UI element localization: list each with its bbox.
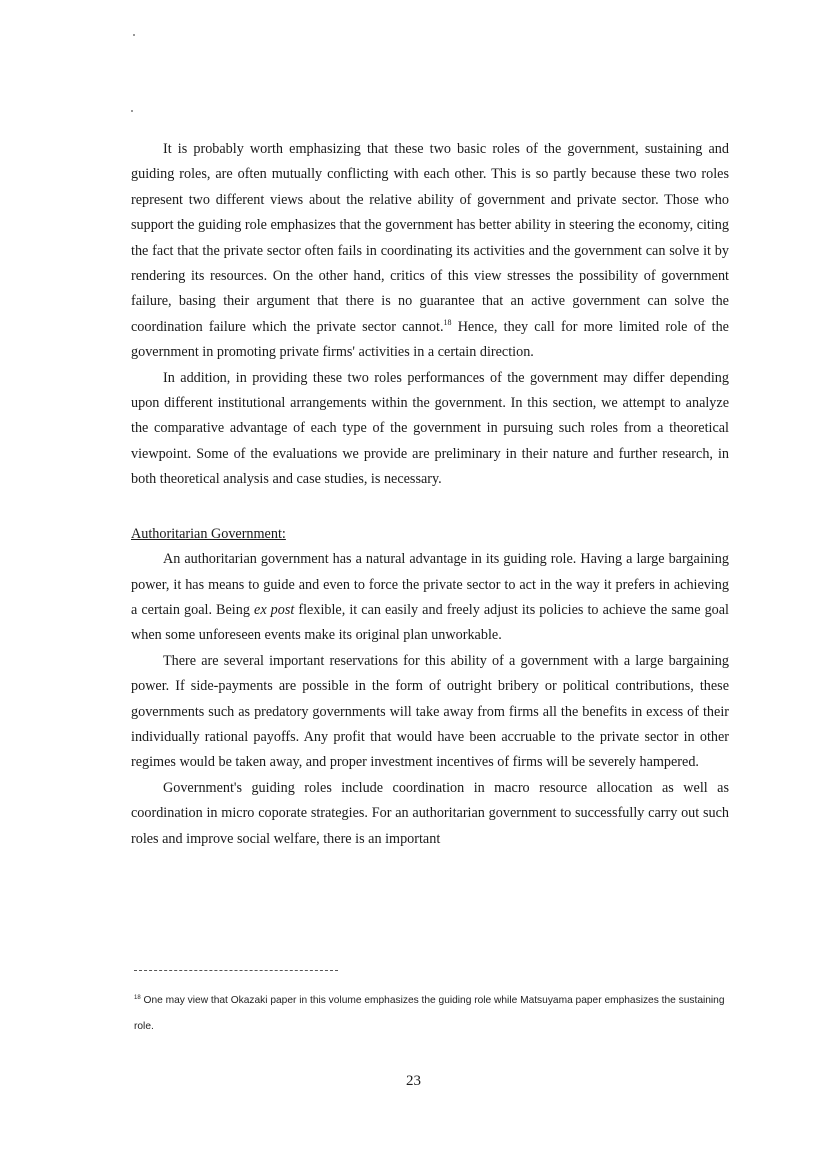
scan-speck [131, 110, 133, 112]
paragraph-roles-conflict: It is probably worth emphasizing that these two basic roles of the government, sustaining and guiding roles, are often mutually conflicting with each other. This is so partly because these two roles represent two different views about the relative ability of government and private sector. Those who support the guiding role emphasizes that the government has better ability in steering the economy, citing the fact that the private sector often fails in coordinating its activities and the government can solve it by rendering its resources. On the other hand, critics of this view stresses the possibility of government failure, basing their argument that there is no guarantee that an active government can solve the coordination failure which the private sector cannot.$^{18}$ Hence, they call for more limited role of the government in promoting private firms' activities in a certain direction. [131, 141, 729, 361]
footnote-ref[interactable]: 18 [443, 317, 452, 327]
paragraph-reservations: There are several important reservations for this ability of a government with a large bargaining power. If side-payments are possible in the form of outright bribery or political contributions, these governments such as predatory governments will take away from firms all the benefits in excess of their individually rational payoffs. Any profit that would have been accruable to the private sector in other regimes would be taken away, and proper investment incentives of firms will be severely hampered. [131, 652, 729, 771]
footnote [134, 988, 734, 1040]
document-body [131, 137, 729, 852]
footnote-divider [134, 970, 338, 971]
footnote-text: One may view that Okazaki paper in this volume emphasizes the guiding role while Matsuyama paper emphasizes the sustaining role. [134, 995, 725, 1032]
section-heading: Authoritarian Government: [131, 525, 286, 542]
footnote-number: 18 [134, 995, 141, 1001]
paragraph-guiding-roles: Government's guiding roles include coordination in macro resource allocation as well as coordination in micro coporate strategies. For an authoritarian government to successfully carry out such roles and improve social welfare, there is an important [131, 779, 729, 847]
paragraph-authoritarian-advantage: An authoritarian government has a natural advantage in its guiding role. Having a large bargaining power, it has means to guide and even to force the private sector to act in the way it prefers in achieving a certain goal. Being ex post flexible, it can easily and freely adjust its policies to achieve the same goal when some unforeseen events make its original plan unworkable. [131, 551, 729, 644]
scan-speck [133, 34, 135, 36]
page-number: 23 [406, 1073, 421, 1089]
paragraph-institutional-arrangements: In addition, in providing these two roles performances of the government may differ depending upon different institutional arrangements within the government. In this section, we attempt to analyze the comparative advantage of each type of the government in pursuing such roles from a theoretical viewpoint. Some of the evaluations we provide are preliminary in their nature and further research, in both theoretical analysis and case studies, is necessary. [131, 369, 729, 488]
